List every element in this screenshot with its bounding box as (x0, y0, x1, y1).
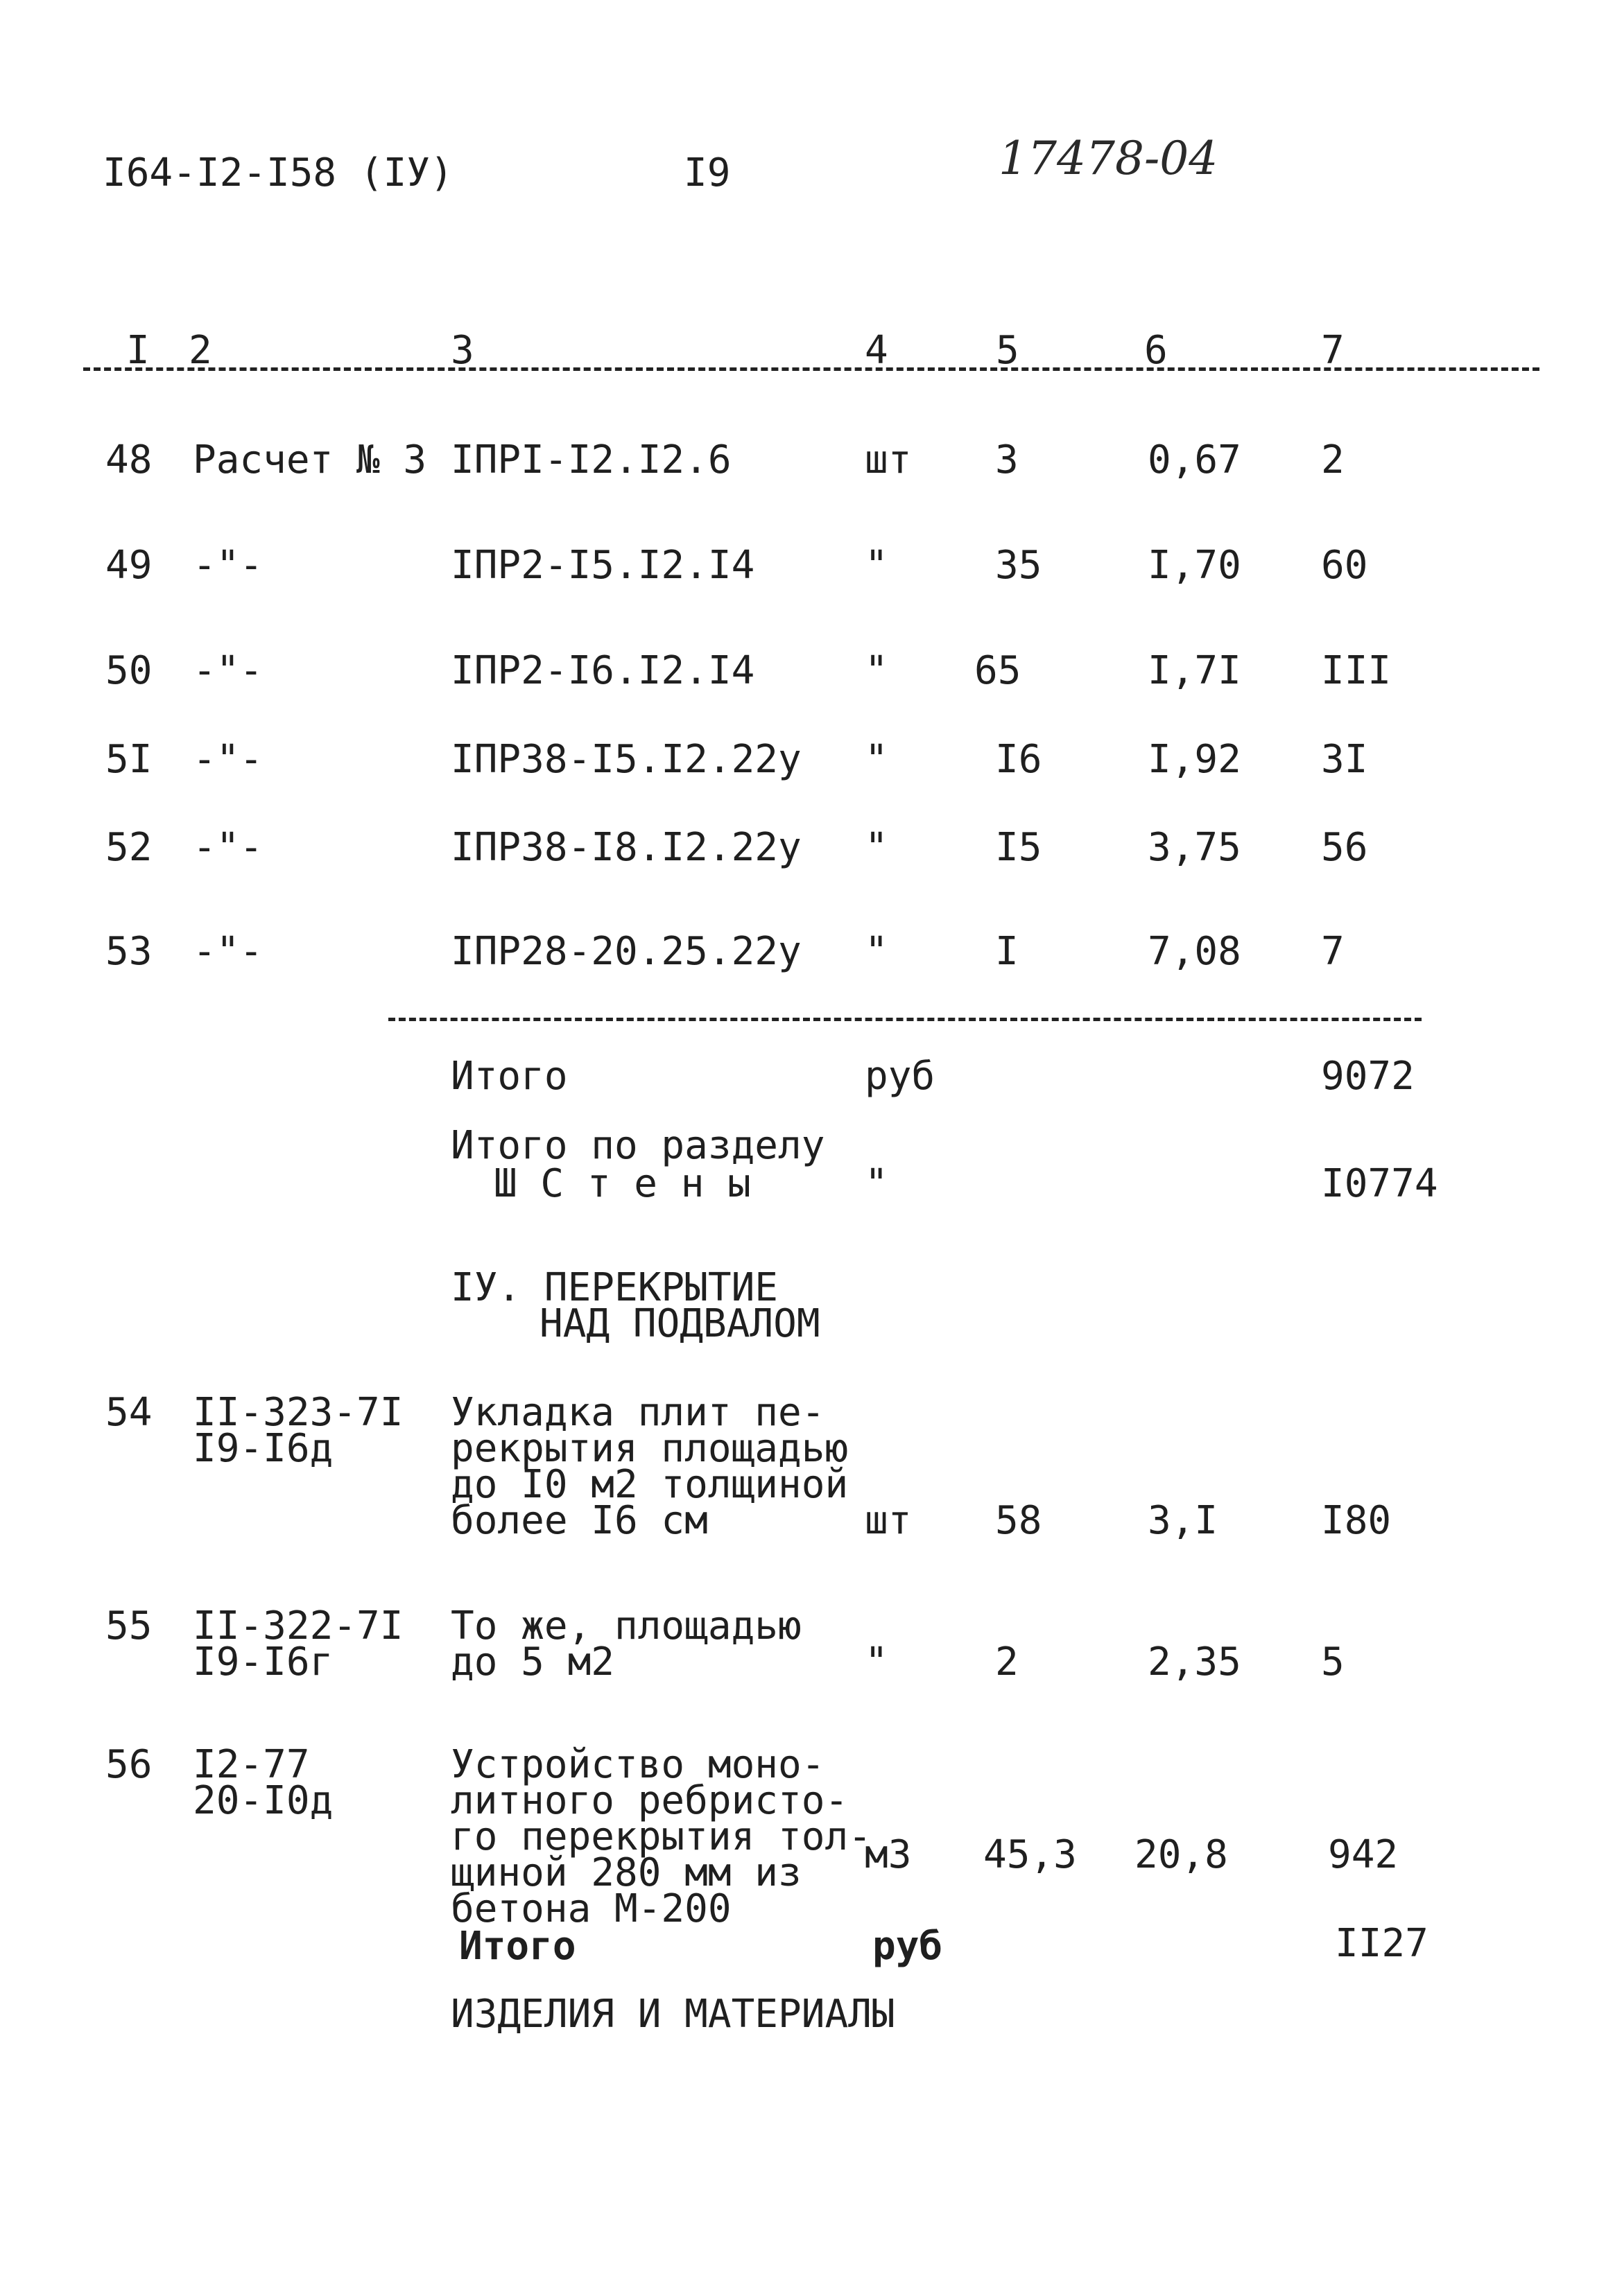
row-name: IПP38-I8.I2.22у (451, 825, 802, 870)
section-title-line2: НАД ПОДВАЛОМ (539, 1301, 820, 1346)
row-name: IПP28-20.25.22у (451, 929, 802, 974)
section-total-label-line2: Ш С т е н ы (494, 1161, 751, 1206)
row-reference: -"- (193, 737, 264, 782)
row-price: 7,08 (1148, 929, 1241, 974)
row-price: 3,75 (1148, 825, 1241, 870)
subtotal-label: Итого (459, 1924, 576, 1969)
row-unit: " (865, 929, 888, 974)
row-name-line: Устройство моно- (451, 1742, 825, 1787)
row-number: 48 (105, 437, 153, 482)
row-quantity: 65 (974, 648, 1021, 693)
row-name: IПPI-I2.I2.6 (451, 437, 732, 482)
row-price: 0,67 (1148, 437, 1241, 482)
row-quantity: 3 (995, 437, 1019, 482)
document-code: I64-I2-I58 (IУ) (103, 150, 454, 195)
row-number: 50 (105, 648, 153, 693)
row-name: IПP2-I5.I2.I4 (451, 543, 755, 588)
subtotal-total: 9072 (1321, 1054, 1415, 1099)
section-total-unit: " (865, 1161, 888, 1206)
row-name-line: го перекрытия тол- (451, 1814, 872, 1859)
section-title-line1: IУ. ПЕРЕКРЫТИЕ (451, 1265, 779, 1310)
row-unit: " (865, 1640, 888, 1685)
column-header: 5 (996, 328, 1019, 373)
row-price: I,7I (1148, 648, 1241, 693)
column-header: I (126, 328, 150, 373)
row-number: 53 (105, 929, 153, 974)
row-name-line: рекрытия площадью (451, 1426, 849, 1471)
row-quantity: I6 (995, 737, 1042, 782)
row-number: 55 (105, 1603, 153, 1649)
row-number: 56 (105, 1742, 153, 1787)
row-unit: " (865, 737, 888, 782)
row-price: 20,8 (1134, 1832, 1228, 1877)
row-number: 5I (105, 737, 153, 782)
row-unit: " (865, 543, 888, 588)
row-name: IПP2-I6.I2.I4 (451, 648, 755, 693)
column-header: 3 (451, 328, 474, 373)
subtotal-total: II27 (1335, 1921, 1428, 1966)
row-total: 942 (1328, 1832, 1399, 1877)
section-total-total: I0774 (1321, 1161, 1438, 1206)
row-reference: -"- (193, 825, 264, 870)
row-unit: шт (865, 437, 912, 482)
row-quantity: I5 (995, 825, 1042, 870)
row-number: 54 (105, 1390, 153, 1435)
row-total: 56 (1321, 825, 1368, 870)
row-price: I,92 (1148, 737, 1241, 782)
page-number: I9 (684, 150, 731, 195)
section-total-label: Итого по разделу (451, 1123, 825, 1168)
row-reference: -"- (193, 648, 264, 693)
row-quantity: 2 (995, 1640, 1019, 1685)
row-total: I80 (1321, 1498, 1392, 1543)
row-reference: II-323-7I (193, 1390, 404, 1435)
row-reference: Расчет № 3 (193, 437, 427, 482)
row-number: 52 (105, 825, 153, 870)
materials-heading: ИЗДЕЛИЯ И МАТЕРИАЛЫ (451, 1992, 895, 2037)
row-unit: " (865, 648, 888, 693)
row-price: 2,35 (1148, 1640, 1241, 1685)
row-quantity: 35 (995, 543, 1042, 588)
column-header: 2 (189, 328, 212, 373)
row-quantity: 58 (995, 1498, 1042, 1543)
row-name-line: То же, площадью (451, 1603, 802, 1649)
row-name-line: до 5 м2 (451, 1640, 615, 1685)
handwritten-number: 17478-04 (999, 132, 1218, 185)
row-name-line: до I0 м2 толщиной (451, 1462, 849, 1507)
row-name-line: Укладка плит пе- (451, 1390, 825, 1435)
row-quantity: 45,3 (983, 1832, 1077, 1877)
row-name: IПP38-I5.I2.22у (451, 737, 802, 782)
row-total: 60 (1321, 543, 1368, 588)
row-reference: I2-77 (193, 1742, 310, 1787)
column-header: 7 (1321, 328, 1345, 373)
row-reference: -"- (193, 543, 264, 588)
row-total: 2 (1321, 437, 1345, 482)
row-number: 49 (105, 543, 153, 588)
header-dashed-rule (83, 367, 1539, 371)
row-total: III (1321, 648, 1392, 693)
row-unit: " (865, 825, 888, 870)
subtotal-unit: руб (865, 1054, 935, 1099)
row-unit: м3 (865, 1832, 912, 1877)
row-unit: шт (865, 1498, 912, 1543)
row-name-line: более I6 см (451, 1498, 708, 1543)
row-total: 3I (1321, 737, 1368, 782)
row-name-line: литного ребристо- (451, 1778, 849, 1823)
subtotal-label: Итого (451, 1054, 568, 1099)
row-price: I,70 (1148, 543, 1241, 588)
row-reference-line2: I9-I6д (193, 1426, 334, 1471)
column-header: 4 (865, 328, 888, 373)
row-quantity: I (995, 929, 1019, 974)
row-name-line: бетона М-200 (451, 1886, 732, 1931)
subtotal-unit: руб (872, 1924, 943, 1969)
row-total: 7 (1321, 929, 1345, 974)
row-price: 3,I (1148, 1498, 1218, 1543)
row-reference: II-322-7I (193, 1603, 404, 1649)
row-reference-line2: I9-I6г (193, 1640, 334, 1685)
row-name-line: щиной 280 мм из (451, 1850, 802, 1895)
subtotal-dashed-rule (388, 1018, 1422, 1021)
row-total: 5 (1321, 1640, 1345, 1685)
row-reference: -"- (193, 929, 264, 974)
row-reference-line2: 20-I0д (193, 1778, 334, 1823)
column-header: 6 (1144, 328, 1168, 373)
